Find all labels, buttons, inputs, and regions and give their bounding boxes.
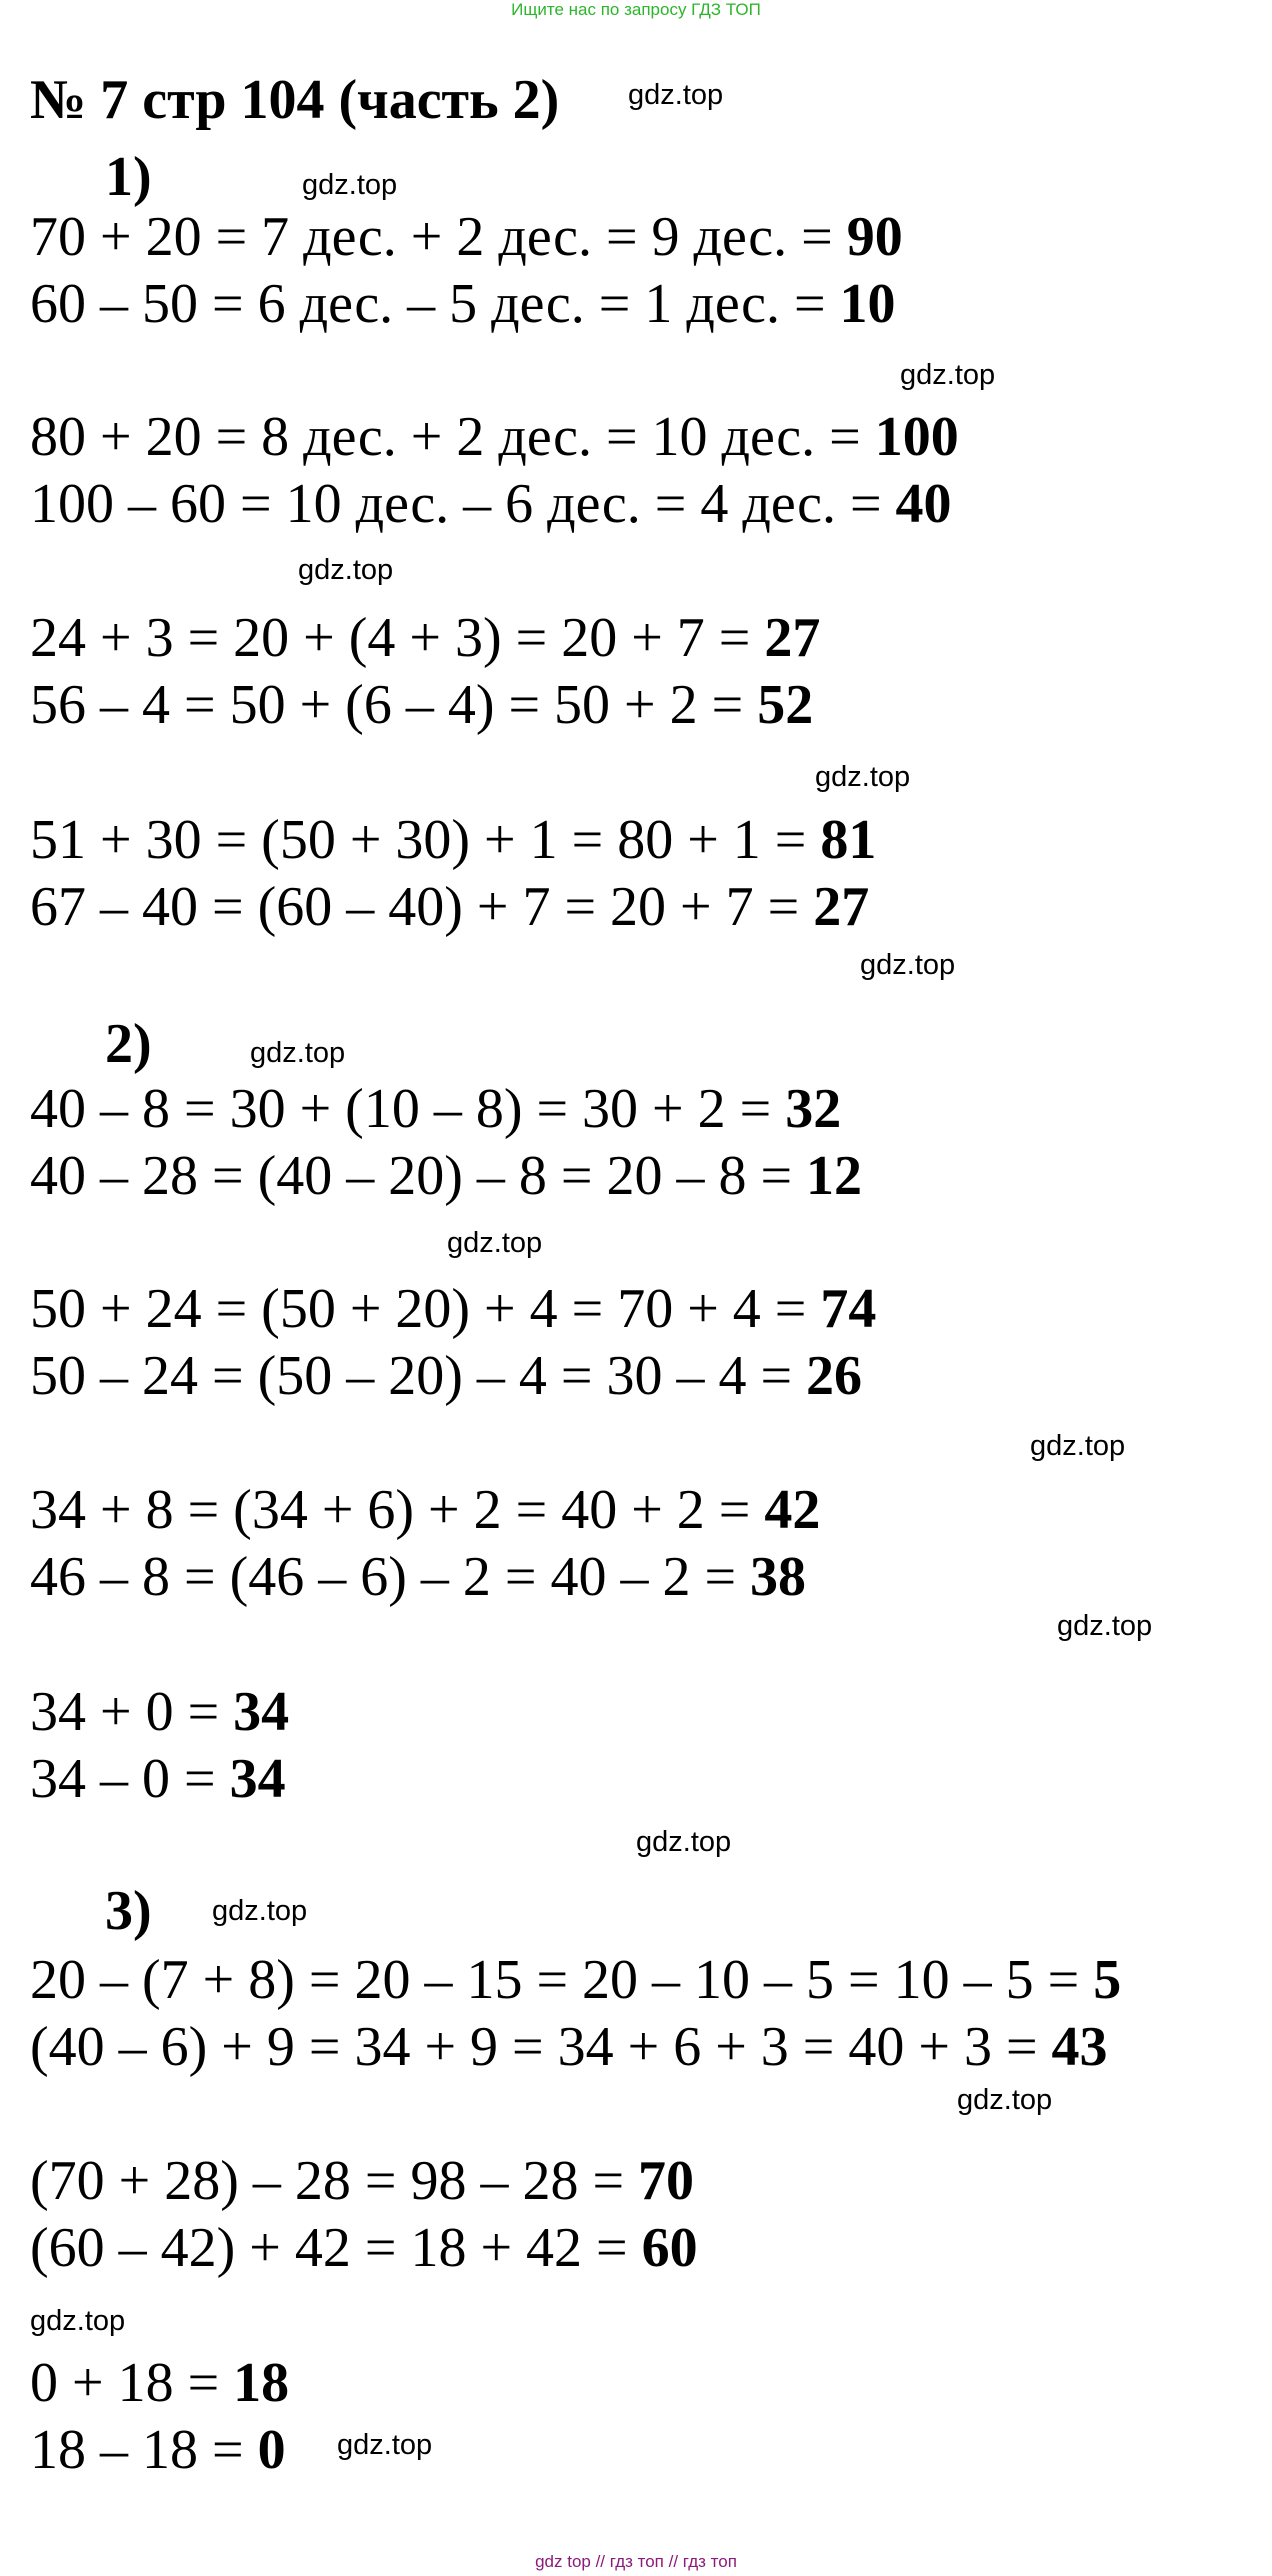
equation-answer: 43 bbox=[1051, 2016, 1108, 2078]
part-label-2: 2) bbox=[105, 1013, 152, 1075]
watermark: gdz.top bbox=[636, 1826, 732, 1858]
equation-expression: (40 – 6) + 9 = 34 + 9 = 34 + 6 + 3 = 40 + 3 = bbox=[30, 2016, 1052, 2078]
equation-answer: 18 bbox=[233, 2352, 290, 2414]
equation-expression: 34 + 0 = bbox=[30, 1681, 234, 1743]
equation-answer: 90 bbox=[846, 206, 903, 268]
equation-line bbox=[30, 1747, 286, 1811]
page-title: № 7 стр 104 (часть 2) bbox=[30, 69, 560, 131]
equation-line bbox=[30, 1478, 820, 1542]
equation-expression: (60 – 42) + 42 = 18 + 42 = bbox=[30, 2217, 642, 2279]
equation-answer: 12 bbox=[806, 1145, 863, 1207]
equation-expression: 51 + 30 = (50 + 30) + 1 = 80 + 1 = bbox=[30, 809, 821, 871]
equation-line bbox=[30, 1077, 841, 1141]
equation-answer: 0 bbox=[257, 2419, 286, 2481]
equation-answer: 32 bbox=[785, 1078, 842, 1140]
equation-answer: 5 bbox=[1093, 1949, 1122, 2011]
equation-line bbox=[30, 875, 869, 939]
equation-answer: 100 bbox=[874, 406, 959, 468]
equation-expression: 40 – 28 = (40 – 20) – 8 = 20 – 8 = bbox=[30, 1145, 807, 1207]
watermark: gdz.top bbox=[250, 1037, 346, 1069]
equation-line bbox=[30, 1278, 876, 1341]
watermark: gdz.top bbox=[628, 79, 724, 111]
equation-expression: 18 – 18 = bbox=[30, 2419, 258, 2481]
equation-line bbox=[30, 472, 952, 536]
equation-expression: 56 – 4 = 50 + (6 – 4) = 50 + 2 = bbox=[30, 674, 758, 736]
equation-expression: 50 + 24 = (50 + 20) + 4 = 70 + 4 = bbox=[30, 1279, 821, 1340]
equation-expression: 100 – 60 = 10 дес. – 6 дес. = 4 дес. = bbox=[30, 473, 896, 535]
equation-line bbox=[30, 606, 820, 670]
equation-expression: 46 – 8 = (46 – 6) – 2 = 40 – 2 = bbox=[30, 1546, 751, 1608]
equation-line bbox=[30, 205, 903, 269]
equation-expression: 24 + 3 = 20 + (4 + 3) = 20 + 7 = bbox=[30, 607, 765, 669]
watermark: gdz.top bbox=[1057, 1610, 1153, 1642]
equation-answer: 60 bbox=[641, 2217, 698, 2279]
equation-answer: 34 bbox=[233, 1681, 290, 1743]
footer-links[interactable]: gdz top // гдз топ // гдз топ bbox=[535, 2552, 737, 2571]
part-label-1: 1) bbox=[105, 146, 152, 208]
equation-line bbox=[30, 2216, 698, 2280]
equation-expression: 40 – 8 = 30 + (10 – 8) = 30 + 2 = bbox=[30, 1078, 786, 1140]
watermark: gdz.top bbox=[815, 761, 911, 793]
equation-expression: 67 – 40 = (60 – 40) + 7 = 20 + 7 = bbox=[30, 876, 814, 938]
equation-line bbox=[30, 272, 896, 336]
equation-answer: 26 bbox=[806, 1345, 863, 1407]
equation-expression: 70 + 20 = 7 дес. + 2 дес. = 9 дес. = bbox=[30, 206, 847, 268]
equation-expression: 34 + 8 = (34 + 6) + 2 = 40 + 2 = bbox=[30, 1479, 765, 1541]
equation-answer: 70 bbox=[638, 2150, 695, 2212]
equation-answer: 38 bbox=[750, 1546, 807, 1608]
watermark: gdz.top bbox=[900, 359, 996, 391]
watermark: gdz.top bbox=[860, 949, 956, 981]
equation-line bbox=[30, 2015, 1108, 2079]
top-banner[interactable]: Ищите нас по запросу ГДЗ ТОП bbox=[511, 0, 761, 19]
equation-answer: 27 bbox=[813, 876, 870, 938]
equation-answer: 52 bbox=[757, 674, 814, 736]
watermark: gdz.top bbox=[212, 1895, 308, 1927]
equation-expression: (70 + 28) – 28 = 98 – 28 = bbox=[30, 2150, 639, 2212]
equation-line bbox=[30, 2149, 694, 2213]
watermark: gdz.top bbox=[302, 169, 398, 201]
equation-answer: 40 bbox=[895, 473, 952, 535]
equation-line bbox=[30, 1344, 862, 1408]
watermark: gdz.top bbox=[957, 2084, 1053, 2116]
equation-answer: 74 bbox=[820, 1279, 877, 1340]
part-label-3: 3) bbox=[105, 1880, 152, 1942]
equation-answer: 10 bbox=[839, 273, 896, 335]
equation-expression: 80 + 20 = 8 дес. + 2 дес. = 10 дес. = bbox=[30, 406, 875, 468]
watermark: gdz.top bbox=[30, 2305, 126, 2337]
equation-line bbox=[30, 1680, 289, 1744]
watermark: gdz.top bbox=[337, 2429, 433, 2461]
equation-line bbox=[30, 1948, 1121, 2012]
equation-expression: 50 – 24 = (50 – 20) – 4 = 30 – 4 = bbox=[30, 1345, 807, 1407]
equation-answer: 27 bbox=[764, 607, 821, 669]
equation-line bbox=[30, 673, 813, 737]
watermark: gdz.top bbox=[298, 554, 394, 586]
equation-expression: 34 – 0 = bbox=[30, 1748, 230, 1810]
equation-line bbox=[30, 808, 876, 872]
equation-expression: 60 – 50 = 6 дес. – 5 дес. = 1 дес. = bbox=[30, 273, 840, 335]
equation-expression: 0 + 18 = bbox=[30, 2352, 234, 2414]
watermark: gdz.top bbox=[447, 1227, 543, 1259]
watermark: gdz.top bbox=[1030, 1430, 1126, 1462]
equation-line bbox=[30, 2351, 289, 2415]
equation-answer: 34 bbox=[229, 1748, 286, 1810]
equation-line bbox=[30, 405, 959, 469]
equation-answer: 42 bbox=[764, 1479, 821, 1541]
equation-line bbox=[30, 2418, 286, 2482]
equation-answer: 81 bbox=[820, 809, 877, 871]
equation-line bbox=[30, 1545, 806, 1609]
equation-expression: 20 – (7 + 8) = 20 – 15 = 20 – 10 – 5 = 10 – 5 = bbox=[30, 1949, 1094, 2011]
equation-line bbox=[30, 1144, 862, 1208]
